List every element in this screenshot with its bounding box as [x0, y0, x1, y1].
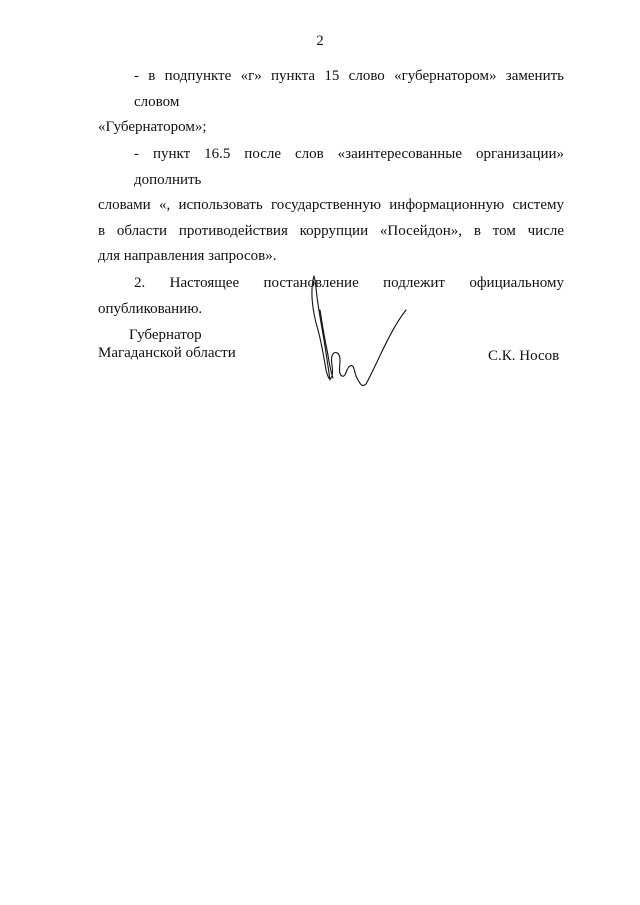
signatory-region: Магаданской области [98, 345, 236, 361]
text-line: - в подпункте «г» пункта 15 слово «губернатором» заменить словом [134, 68, 564, 110]
signatory-title [98, 326, 236, 362]
text-line: для направления запросов». [98, 248, 277, 264]
handwritten-signature [300, 270, 420, 400]
paragraph-amendment-16-5 [98, 142, 564, 270]
text-line: «Губернатором»; [98, 119, 207, 135]
text-line: опубликованию. [98, 300, 203, 317]
signatory-position: Губернатор [129, 327, 202, 343]
text-line: - пункт 16.5 после слов «заинтересованные организации» дополнить [134, 146, 564, 188]
text-line: в области противодействия коррупции «Посейдон», в том числе [98, 222, 564, 239]
signatory-name: С.К. Носов [488, 348, 560, 364]
text-line: словами «, использовать государственную информационную систему [98, 197, 564, 213]
paragraph-amendment-g [98, 64, 564, 141]
text-line: 2. Настоящее постановление подлежит официальному [134, 275, 564, 291]
page-number: 2 [316, 33, 324, 49]
